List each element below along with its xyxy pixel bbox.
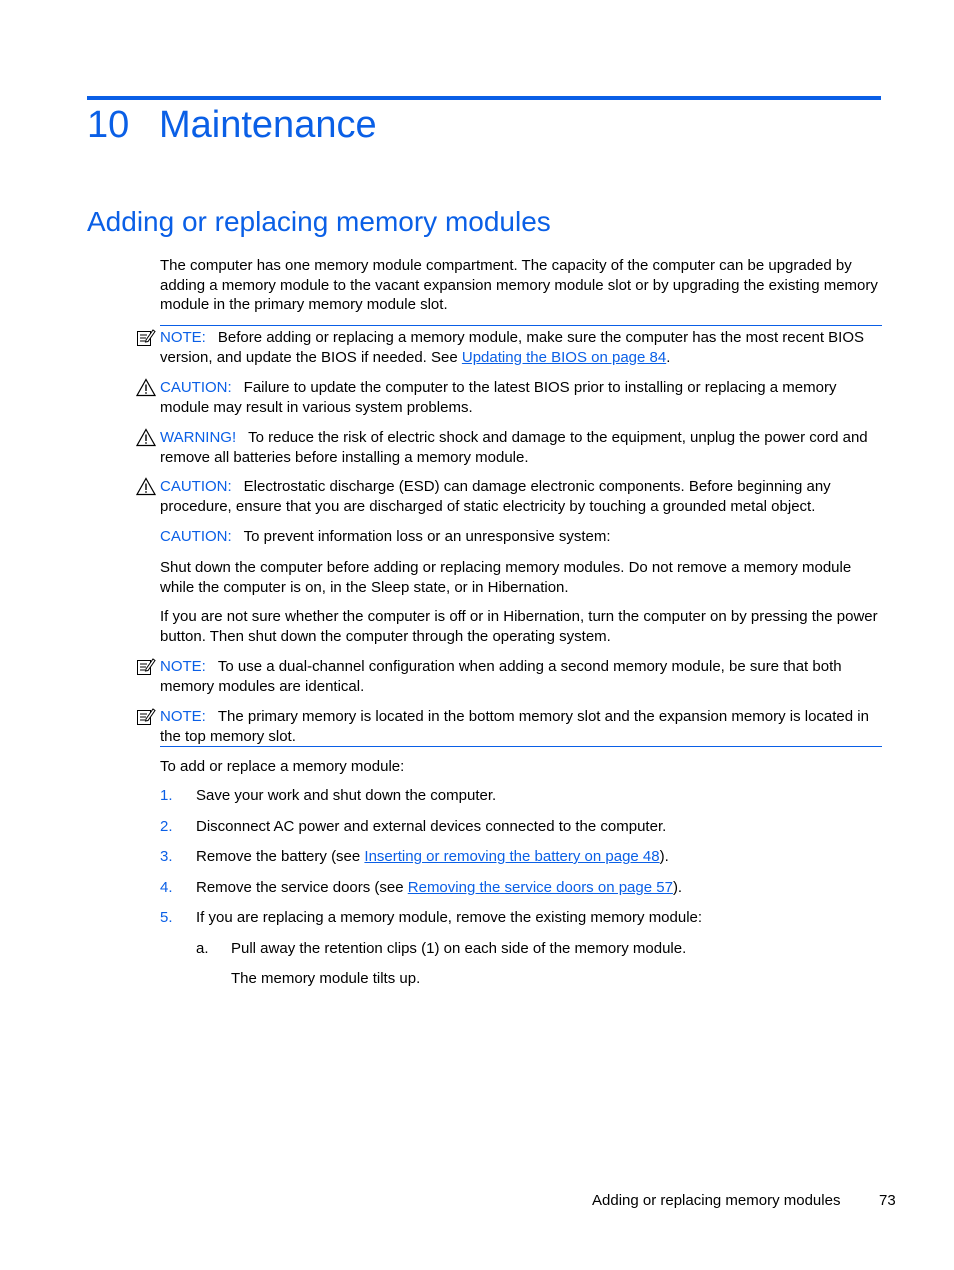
step-number: 2. bbox=[160, 818, 173, 835]
step-number: 4. bbox=[160, 879, 173, 896]
substep-result: The memory module tilts up. bbox=[231, 970, 421, 987]
caution-label: CAUTION: bbox=[160, 528, 232, 545]
step-text: Disconnect AC power and external devices connected to the computer. bbox=[196, 818, 667, 835]
note-bios-after: . bbox=[666, 348, 671, 366]
note-bios bbox=[160, 328, 882, 367]
substep-letter: a. bbox=[196, 940, 209, 957]
caution-label: CAUTION: bbox=[160, 478, 232, 495]
step-text: Save your work and shut down the computer. bbox=[196, 787, 497, 804]
chapter-title-text: Maintenance bbox=[159, 104, 377, 146]
link-updating-bios[interactable]: Updating the BIOS on page 84 bbox=[461, 348, 667, 366]
callout-number: (1) bbox=[421, 940, 440, 957]
note-icon bbox=[136, 657, 156, 676]
step-text-before: Remove the service doors (see bbox=[196, 879, 408, 896]
section-title: Adding or replacing memory modules bbox=[87, 206, 551, 237]
page-number: 73 bbox=[879, 1192, 896, 1209]
note-primary-memory-text: The primary memory is located in the bottom memory slot and the expansion memory is located in the top memory slot. bbox=[160, 708, 869, 745]
caution-bios bbox=[160, 378, 882, 417]
notice-bottom-rule bbox=[160, 746, 882, 747]
warning-triangle-icon bbox=[136, 477, 156, 496]
note-primary-memory bbox=[160, 707, 882, 746]
step-text bbox=[196, 848, 669, 865]
warning-label: WARNING! bbox=[160, 429, 237, 446]
footer-title: Adding or replacing memory modules bbox=[592, 1192, 841, 1209]
chapter-rule bbox=[87, 96, 881, 100]
note-bios-text: Before adding or replacing a memory module, make sure the computer has the most recent BIOS version, and update the BIOS if needed. See bbox=[160, 329, 864, 366]
caution-esd-text: Electrostatic discharge (ESD) can damage electronic components. Before beginning any procedure, ensure that you are discharged of static electricity by touching a grounded metal object. bbox=[160, 478, 831, 515]
warning-triangle-icon bbox=[136, 378, 156, 397]
caution-info-loss bbox=[160, 527, 882, 547]
step-text-after: ). bbox=[672, 879, 683, 896]
substep-text-before: Pull away the retention clips bbox=[231, 940, 422, 957]
note-dual-channel-text: To use a dual-channel configuration when adding a second memory module, be sure that both memory modules are identical. bbox=[160, 658, 842, 695]
caution-paragraph: If you are not sure whether the computer is off or in Hibernation, turn the computer on by pressing the power button. Then shut down the computer through the operating system. bbox=[160, 608, 878, 645]
note-label: NOTE: bbox=[160, 708, 206, 725]
step-text bbox=[196, 879, 682, 896]
caution-info-loss-text: To prevent information loss or an unresponsive system: bbox=[243, 528, 611, 545]
warning-shock-text: To reduce the risk of electric shock and damage to the equipment, unplug the power cord and remove all batteries before installing a memory module. bbox=[160, 429, 868, 466]
note-dual-channel bbox=[160, 657, 882, 696]
substep-text-after: on each side of the memory module. bbox=[439, 940, 687, 957]
step-number: 1. bbox=[160, 787, 173, 804]
chapter-title bbox=[87, 104, 377, 147]
step-number: 3. bbox=[160, 848, 173, 865]
note-icon bbox=[136, 328, 156, 347]
caution-bios-text: Failure to update the computer to the latest BIOS prior to installing or replacing a memory module may result in various system problems. bbox=[160, 379, 837, 416]
warning-triangle-icon bbox=[136, 428, 156, 447]
caution-label: CAUTION: bbox=[160, 379, 232, 396]
caution-paragraph: Shut down the computer before adding or replacing memory modules. Do not remove a memory module while the computer is on, in the Sleep state, or in Hibernation. bbox=[160, 559, 852, 596]
intro-paragraph: The computer has one memory module compartment. The capacity of the computer can be upgraded by adding a memory module to the vacant expansion memory module slot or by upgrading the existing memory module in the primary memory module slot. bbox=[160, 257, 878, 313]
note-label: NOTE: bbox=[160, 329, 206, 346]
step-number: 5. bbox=[160, 909, 173, 926]
warning-shock bbox=[160, 428, 882, 467]
note-icon bbox=[136, 707, 156, 726]
link-service-doors[interactable]: Removing the service doors on page 57 bbox=[407, 879, 673, 896]
substep-text bbox=[231, 940, 686, 957]
chapter-number: 10 bbox=[87, 104, 130, 146]
steps-intro: To add or replace a memory module: bbox=[160, 758, 405, 775]
step-text: If you are replacing a memory module, remove the existing memory module: bbox=[196, 909, 703, 926]
note-label: NOTE: bbox=[160, 658, 206, 675]
notice-top-rule bbox=[160, 325, 882, 326]
caution-esd bbox=[160, 477, 882, 516]
step-text-after: ). bbox=[659, 848, 669, 865]
link-battery[interactable]: Inserting or removing the battery on page 48 bbox=[364, 848, 660, 865]
step-text-before: Remove the battery (see bbox=[196, 848, 365, 865]
